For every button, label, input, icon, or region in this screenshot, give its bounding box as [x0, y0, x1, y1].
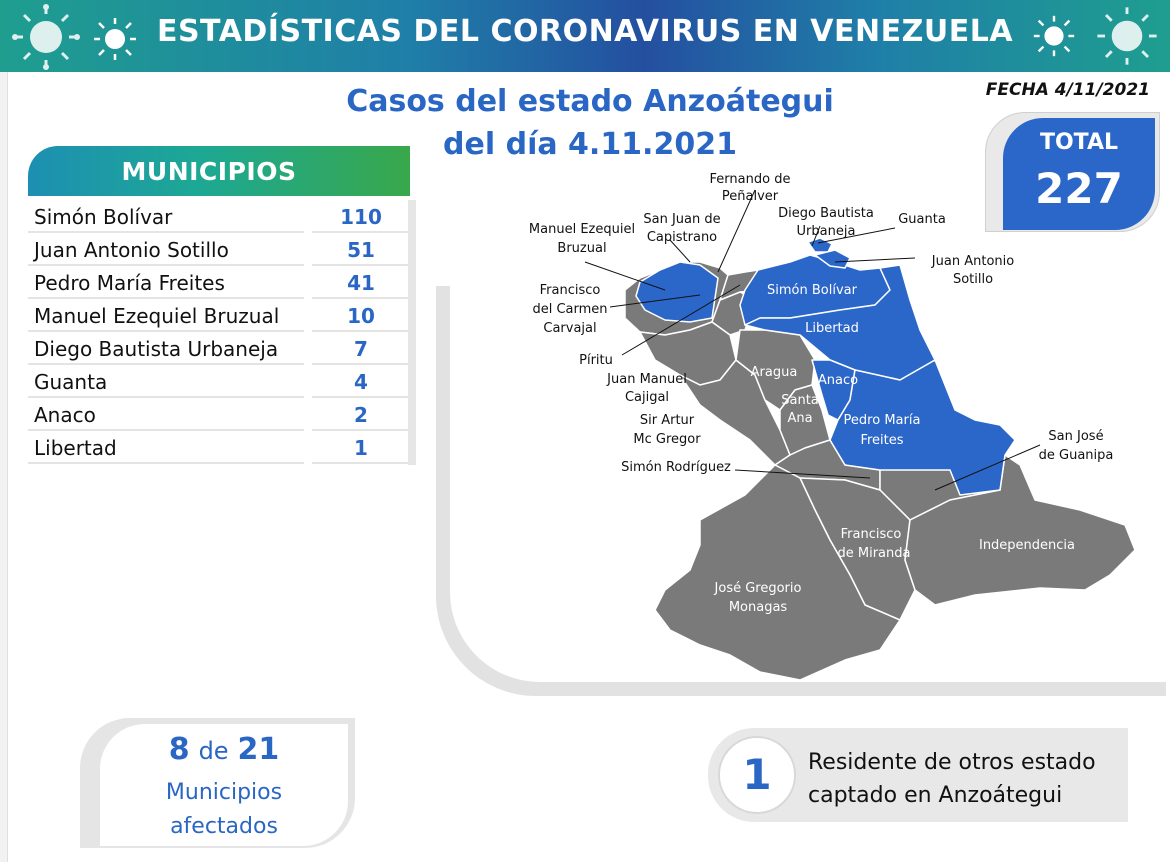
map-label: Sotillo [952, 272, 994, 287]
report-title-line2: del día 4.11.2021 [443, 127, 737, 162]
map-label: Juan Manuel [607, 372, 687, 387]
map-label: San José [1048, 429, 1104, 444]
map-label: Capistrano [646, 230, 718, 245]
municipio-cases: 4 [312, 367, 410, 398]
map-label: Simón Rodríguez [621, 460, 731, 475]
map-label: Peñalver [721, 189, 779, 204]
total-value: 227 [1035, 164, 1123, 213]
map-label: Monagas [728, 600, 788, 615]
map-label: Independencia [978, 538, 1076, 553]
municipio-name: Pedro María Freites [28, 268, 304, 299]
map-label: Juan Antonio [931, 254, 1015, 269]
affected-total: 21 [237, 732, 280, 767]
municipio-name: Anaco [28, 400, 304, 431]
municipio-cases: 110 [312, 202, 410, 233]
map-label: Francisco [840, 527, 902, 542]
total-label: TOTAL [1039, 130, 1119, 155]
municipio-cases: 1 [312, 433, 410, 464]
map-label: Simón Bolívar [767, 283, 857, 298]
map-label: San Juan de [643, 212, 721, 227]
map-label: Diego Bautista [778, 206, 874, 221]
map-label: Carvajal [543, 321, 597, 336]
map-label: Guanta [898, 212, 946, 227]
map-label: Urbaneja [796, 224, 856, 239]
map-label: Bruzual [557, 241, 607, 256]
municipios-header-label: MUNICIPIOS [121, 157, 297, 186]
municipio-name: Simón Bolívar [28, 202, 304, 233]
map-label: Francisco [539, 283, 601, 298]
map-label: Fernando de [709, 172, 791, 187]
map-label: Libertad [805, 321, 859, 336]
municipio-cases: 2 [312, 400, 410, 431]
map-label: de Guanipa [1038, 448, 1114, 463]
map-label: Ana [787, 411, 813, 426]
municipio-name: Libertad [28, 433, 304, 464]
municipio-name: Diego Bautista Urbaneja [28, 334, 304, 365]
map-label: Sir Artur [639, 413, 695, 428]
map-label: Santa [781, 393, 819, 408]
map-label: Manuel Ezequiel [528, 222, 636, 237]
map-label: Aragua [750, 365, 798, 380]
map-label: del Carmen [532, 302, 608, 317]
municipio-cases: 7 [312, 334, 410, 365]
affected-label-1: Municipios [165, 780, 283, 805]
municipio-name: Guanta [28, 367, 304, 398]
resident-count: 1 [718, 736, 796, 814]
map-label: Pedro María [843, 413, 921, 428]
affected-box [100, 724, 348, 846]
affected-label-2: afectados [170, 814, 278, 839]
map-region-diego-urbaneja [808, 238, 832, 252]
report-title-line1: Casos del estado Anzoátegui [346, 84, 834, 119]
resident-line1: Residente de otros estado [808, 750, 1096, 775]
affected-number: 8 [168, 732, 190, 767]
map-label: Cajigal [624, 390, 670, 405]
municipio-cases: 10 [312, 301, 410, 332]
report-date: FECHA 4/11/2021 [985, 80, 1150, 100]
municipio-cases: 41 [312, 268, 410, 299]
map-label: de Miranda [837, 546, 911, 561]
municipio-name: Juan Antonio Sotillo [28, 235, 304, 266]
affected-of: de [198, 737, 229, 765]
municipio-name: Manuel Ezequiel Bruzual [28, 301, 304, 332]
affected-count [100, 732, 348, 767]
banner-title: ESTADÍSTICAS DEL CORONAVIRUS EN VENEZUELA [156, 14, 1014, 49]
map-label: Mc Gregor [633, 432, 701, 447]
resident-line2: captado en Anzoátegui [808, 783, 1063, 808]
municipio-cases: 51 [312, 235, 410, 266]
map-label: Anaco [817, 373, 859, 388]
map-label: Píritu [579, 353, 613, 368]
map-label: Freites [860, 433, 904, 448]
map-label: José Gregorio [714, 581, 802, 596]
resident-text [808, 746, 1128, 812]
